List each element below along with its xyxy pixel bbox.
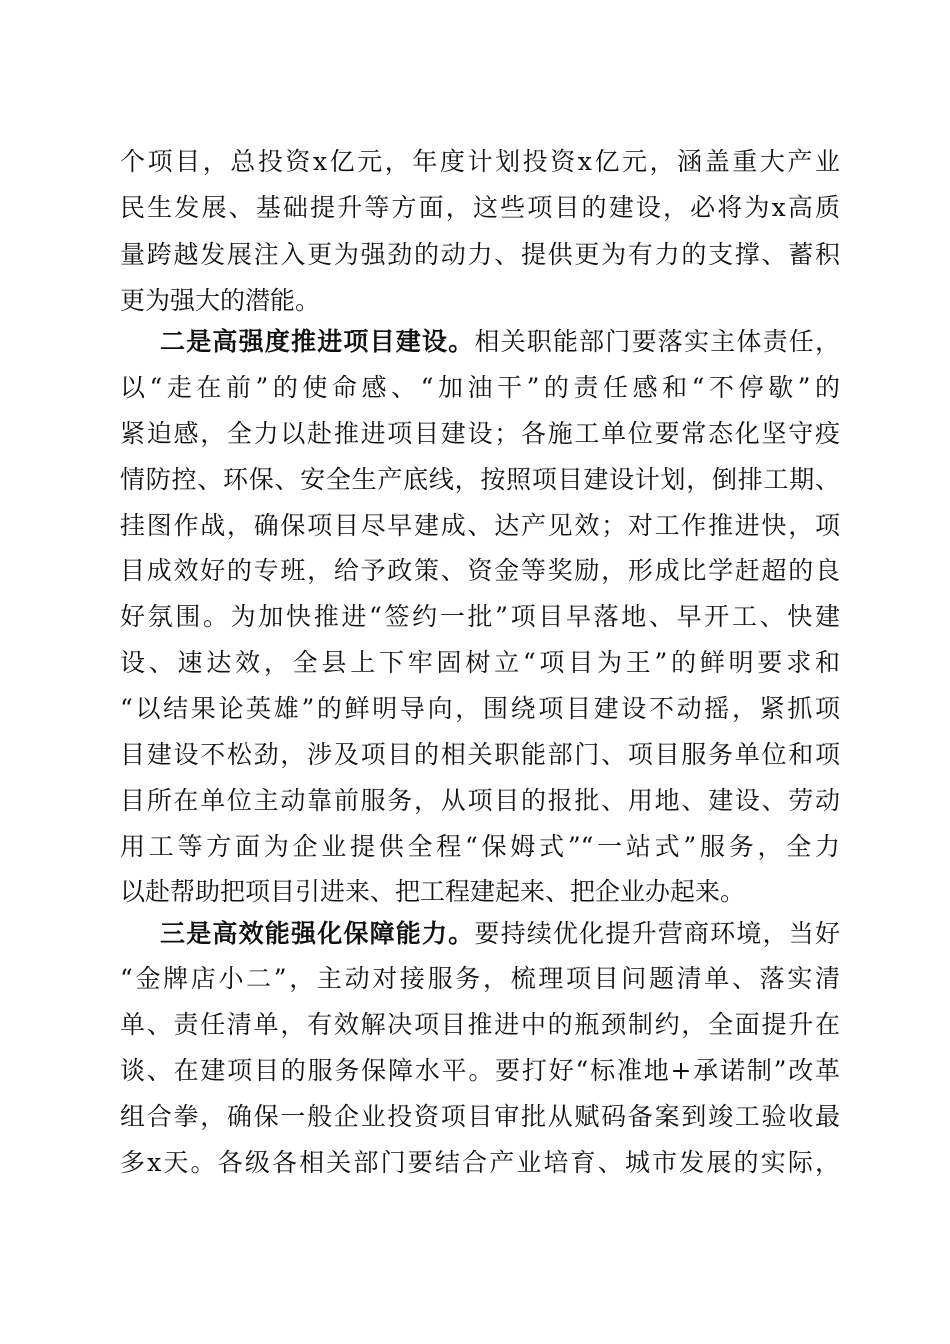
text-line-9: 挂图作战，确保项目尽早建成、达产见效；对工作推进快，项 [120, 511, 840, 540]
text-line-1: 个项目，总投资x亿元，年度计划投资x亿元，涵盖重大产业 [120, 147, 840, 176]
paragraph-2-first-line [160, 320, 840, 364]
paragraph-2-lead: 相关职能部门要落实主体责任， [474, 327, 840, 356]
paragraph-3-first-line [160, 912, 840, 956]
paragraph-3-heading: 三是高效能强化保障能力。 [160, 919, 475, 948]
text-line-2: 民生发展、基础提升等方面，这些项目的建设，必将为x高质 [120, 193, 840, 222]
text-line-22: 组合拳，确保一般企业投资项目审批从赋码备案到竣工验收最 [120, 1102, 840, 1131]
text-line-15: 目所在单位主动靠前服务，从项目的报批、用地、建设、劳动 [120, 786, 840, 815]
text-line-3: 量跨越发展注入更为强劲的动力、提供更为有力的支撑、蓄积 [120, 240, 840, 269]
text-line-7: 紧迫感，全力以赴推进项目建设；各施工单位要常态化坚守疫 [120, 419, 840, 448]
text-line-11: 好氛围。为加快推进“签约一批”项目早落地、早开工、快建 [120, 602, 840, 631]
paragraph-3-lead: 要持续优化提升营商环境，当好 [474, 919, 840, 948]
text-line-12: 设、速达效，全县上下牢固树立“项目为王”的鲜明要求和 [120, 648, 840, 677]
text-line-4: 更为强大的潜能。 [120, 286, 321, 315]
text-line-21: 谈、在建项目的服务保障水平。要打好“标准地+承诺制”改革 [120, 1056, 840, 1085]
text-line-8: 情防控、环保、安全生产底线，按照项目建设计划，倒排工期、 [120, 465, 840, 494]
text-line-17: 以赴帮助把项目引进来、把工程建起来、把企业办起来。 [120, 877, 746, 906]
paragraph-2-heading: 二是高强度推进项目建设。 [160, 327, 475, 356]
text-line-13: “以结果论英雄”的鲜明导向，围绕项目建设不动摇，紧抓项 [120, 694, 840, 723]
text-line-23: 多x天。各级各相关部门要结合产业培育、城市发展的实际， [120, 1148, 840, 1177]
text-line-20: 单、责任清单，有效解决项目推进中的瓶颈制约，全面提升在 [120, 1010, 840, 1039]
text-line-6: 以“走在前”的使命感、“加油干”的责任感和“不停歇”的 [120, 373, 840, 402]
text-line-10: 目成效好的专班，给予政策、资金等奖励，形成比学赶超的良 [120, 556, 840, 585]
text-line-14: 目建设不松劲，涉及项目的相关职能部门、项目服务单位和项 [120, 740, 840, 769]
text-line-19: “金牌店小二”，主动对接服务，梳理项目问题清单、落实清 [120, 964, 840, 993]
text-line-16: 用工等方面为企业提供全程“保姆式”“一站式”服务，全力 [120, 832, 840, 861]
